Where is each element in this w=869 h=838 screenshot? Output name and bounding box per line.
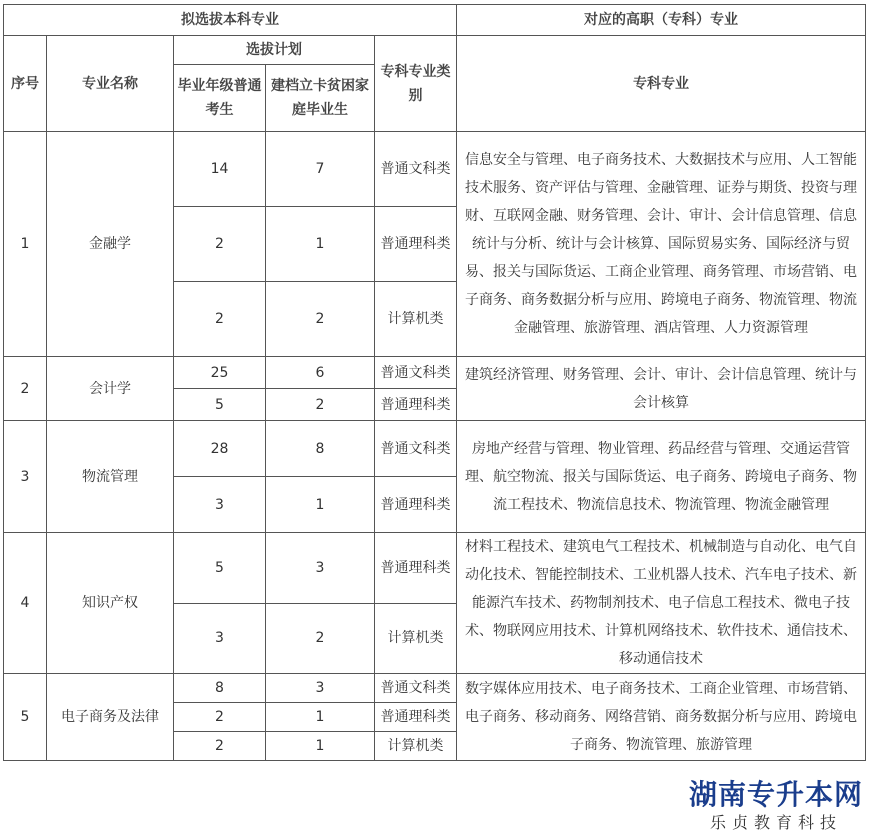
plan-poor: 1	[266, 732, 375, 761]
row-index: 2	[4, 357, 47, 421]
plan-regular: 2	[174, 207, 266, 282]
plan-poor: 3	[266, 533, 375, 604]
header-category: 专科专业类别	[375, 36, 457, 132]
header-vocational: 专科专业	[457, 36, 866, 132]
plan-poor: 3	[266, 674, 375, 703]
plan-poor: 1	[266, 477, 375, 533]
plan-regular: 2	[174, 732, 266, 761]
row-index: 5	[4, 674, 47, 761]
plan-category: 普通文科类	[375, 357, 457, 389]
plan-regular: 14	[174, 132, 266, 207]
plan-category: 普通理科类	[375, 389, 457, 421]
plan-category: 普通理科类	[375, 207, 457, 282]
vocational-majors: 数字媒体应用技术、电子商务技术、工商企业管理、市场营销、电子商务、移动商务、网络营销、商务数据分析与应用、跨境电子商务、物流管理、旅游管理	[457, 674, 866, 761]
plan-poor: 2	[266, 389, 375, 421]
row-major-name: 知识产权	[47, 533, 174, 674]
row-major-name: 物流管理	[47, 421, 174, 533]
plan-category: 普通文科类	[375, 674, 457, 703]
row-index: 3	[4, 421, 47, 533]
vocational-majors: 房地产经营与管理、物业管理、药品经营与管理、交通运营管理、航空物流、报关与国际货运、电子商务、跨境电子商务、物流工程技术、物流信息技术、物流管理、物流金融管理	[457, 421, 866, 533]
plan-poor: 2	[266, 603, 375, 674]
plan-regular: 3	[174, 603, 266, 674]
plan-regular: 5	[174, 389, 266, 421]
row-index: 1	[4, 132, 47, 357]
vocational-majors: 建筑经济管理、财务管理、会计、审计、会计信息管理、统计与会计核算	[457, 357, 866, 421]
watermark-subtitle: 乐贞教育科技	[709, 813, 842, 832]
plan-poor: 1	[266, 207, 375, 282]
plan-category: 普通理科类	[375, 533, 457, 604]
header-selected-major: 拟选拔本科专业	[4, 5, 457, 36]
plan-regular: 2	[174, 282, 266, 357]
plan-regular: 25	[174, 357, 266, 389]
plan-regular: 3	[174, 477, 266, 533]
plan-category: 计算机类	[375, 732, 457, 761]
row-major-name: 电子商务及法律	[47, 674, 174, 761]
row-major-name: 金融学	[47, 132, 174, 357]
header-plan: 选拔计划	[174, 36, 375, 65]
vocational-majors: 信息安全与管理、电子商务技术、大数据技术与应用、人工智能技术服务、资产评估与管理、金融管理、证券与期货、投资与理财、互联网金融、财务管理、会计、审计、会计信息管理、信息统计与分析、统计与会计核算、国际贸易实务、国际经济与贸易、报关与国际货运、工商企业管理、商务管理、市场营销、电子商务、商务数据分析与应用、跨境电子商务、物流管理、物流金融管理、旅游管理、酒店管理、人力资源管理	[457, 132, 866, 357]
plan-category: 普通文科类	[375, 132, 457, 207]
header-regular: 毕业年级普通考生	[174, 65, 266, 132]
plan-poor: 2	[266, 282, 375, 357]
plan-regular: 28	[174, 421, 266, 477]
plan-poor: 8	[266, 421, 375, 477]
plan-category: 普通理科类	[375, 703, 457, 732]
header-index: 序号	[4, 36, 47, 132]
watermark-logo	[689, 778, 863, 834]
plan-regular: 5	[174, 533, 266, 604]
header-poor: 建档立卡贫困家庭毕业生	[266, 65, 375, 132]
row-index: 4	[4, 533, 47, 674]
plan-regular: 2	[174, 703, 266, 732]
plan-category: 计算机类	[375, 282, 457, 357]
header-corresponding: 对应的高职（专科）专业	[457, 5, 866, 36]
vocational-majors: 材料工程技术、建筑电气工程技术、机械制造与自动化、电气自动化技术、智能控制技术、工业机器人技术、汽车电子技术、新能源汽车技术、药物制剂技术、电子信息工程技术、微电子技术、物联网应用技术、计算机网络技术、软件技术、通信技术、移动通信技术	[457, 533, 866, 674]
plan-poor: 7	[266, 132, 375, 207]
plan-category: 普通理科类	[375, 477, 457, 533]
plan-category: 计算机类	[375, 603, 457, 674]
plan-category: 普通文科类	[375, 421, 457, 477]
header-major-name: 专业名称	[47, 36, 174, 132]
watermark-title: 湖南专升本网	[688, 778, 863, 811]
plan-regular: 8	[174, 674, 266, 703]
plan-poor: 6	[266, 357, 375, 389]
row-major-name: 会计学	[47, 357, 174, 421]
plan-poor: 1	[266, 703, 375, 732]
admission-table	[3, 4, 866, 761]
